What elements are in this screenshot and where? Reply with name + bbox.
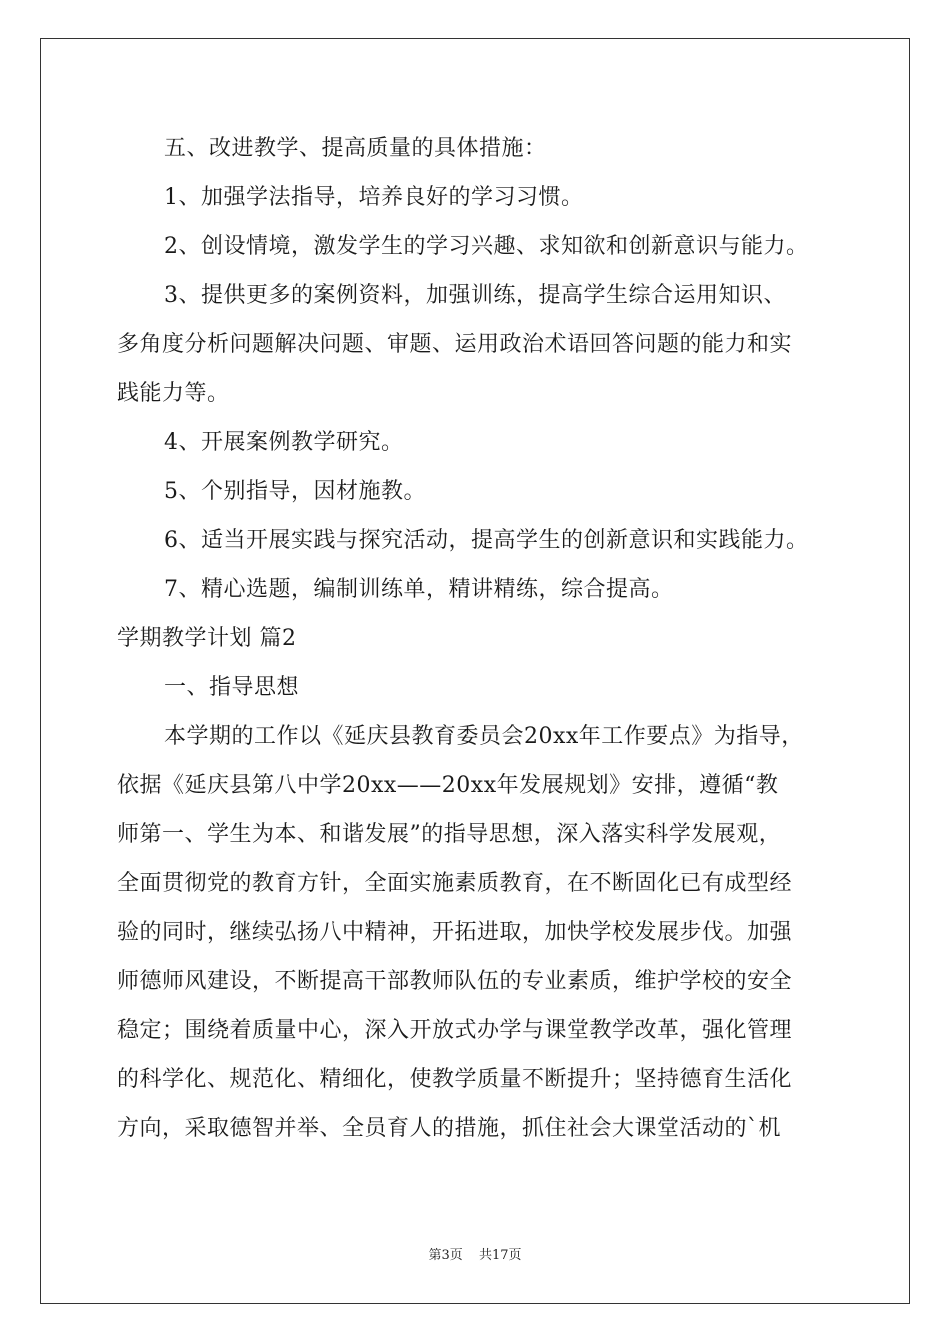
list-item-5: 5、个别指导，因材施教。 [164, 479, 426, 504]
section-heading-five: 五、改进教学、提高质量的具体措施： [164, 136, 547, 161]
paragraph-line: 本学期的工作以《延庆县教育委员会20xx年工作要点》为指导， [164, 724, 804, 749]
section-heading-one: 一、指导思想 [164, 675, 300, 700]
page-footer [0, 1244, 950, 1263]
list-item-3: 3、提供更多的案例资料，加强训练，提高学生综合运用知识、 [164, 283, 786, 308]
paragraph-line: 稳定；围绕着质量中心，深入开放式办学与课堂教学改革，强化管理 [117, 1018, 793, 1043]
list-item-2: 2、创设情境，激发学生的学习兴趣、求知欲和创新意识与能力。 [164, 234, 809, 259]
paragraph-line: 验的同时，继续弘扬八中精神，开拓进取，加快学校发展步伐。加强 [117, 920, 793, 945]
list-item-3-cont-1: 多角度分析问题解决问题、审题、运用政治术语回答问题的能力和实 [117, 332, 793, 357]
document-body [117, 132, 837, 1161]
list-item-4: 4、开展案例教学研究。 [164, 430, 404, 455]
list-item-7: 7、精心选题，编制训练单，精讲精练，综合提高。 [164, 577, 674, 602]
article-title: 学期教学计划 篇2 [117, 626, 297, 651]
paragraph-line: 的科学化、规范化、精细化，使教学质量不断提升；坚持德育生活化 [117, 1067, 793, 1092]
page-total: 共17页 [478, 1248, 522, 1263]
paragraph-line: 全面贯彻党的教育方针，全面实施素质教育，在不断固化已有成型经 [117, 871, 793, 896]
list-item-1: 1、加强学法指导，培养良好的学习习惯。 [164, 185, 584, 210]
paragraph-line: 依据《延庆县第八中学20xx——20xx年发展规划》安排，遵循“教 [117, 773, 779, 798]
list-item-3-cont-2: 践能力等。 [117, 381, 230, 406]
paragraph-line: 师德师风建设，不断提高干部教师队伍的专业素质，维护学校的安全 [117, 969, 793, 994]
paragraph-line: 师第一、学生为本、和谐发展”的指导思想，深入落实科学发展观， [117, 822, 782, 847]
list-item-6: 6、适当开展实践与探究活动，提高学生的创新意识和实践能力。 [164, 528, 809, 553]
paragraph-line: 方向，采取德智并举、全员育人的措施，抓住社会大课堂活动的`机 [117, 1116, 782, 1141]
page-number: 第3页 [428, 1248, 463, 1263]
